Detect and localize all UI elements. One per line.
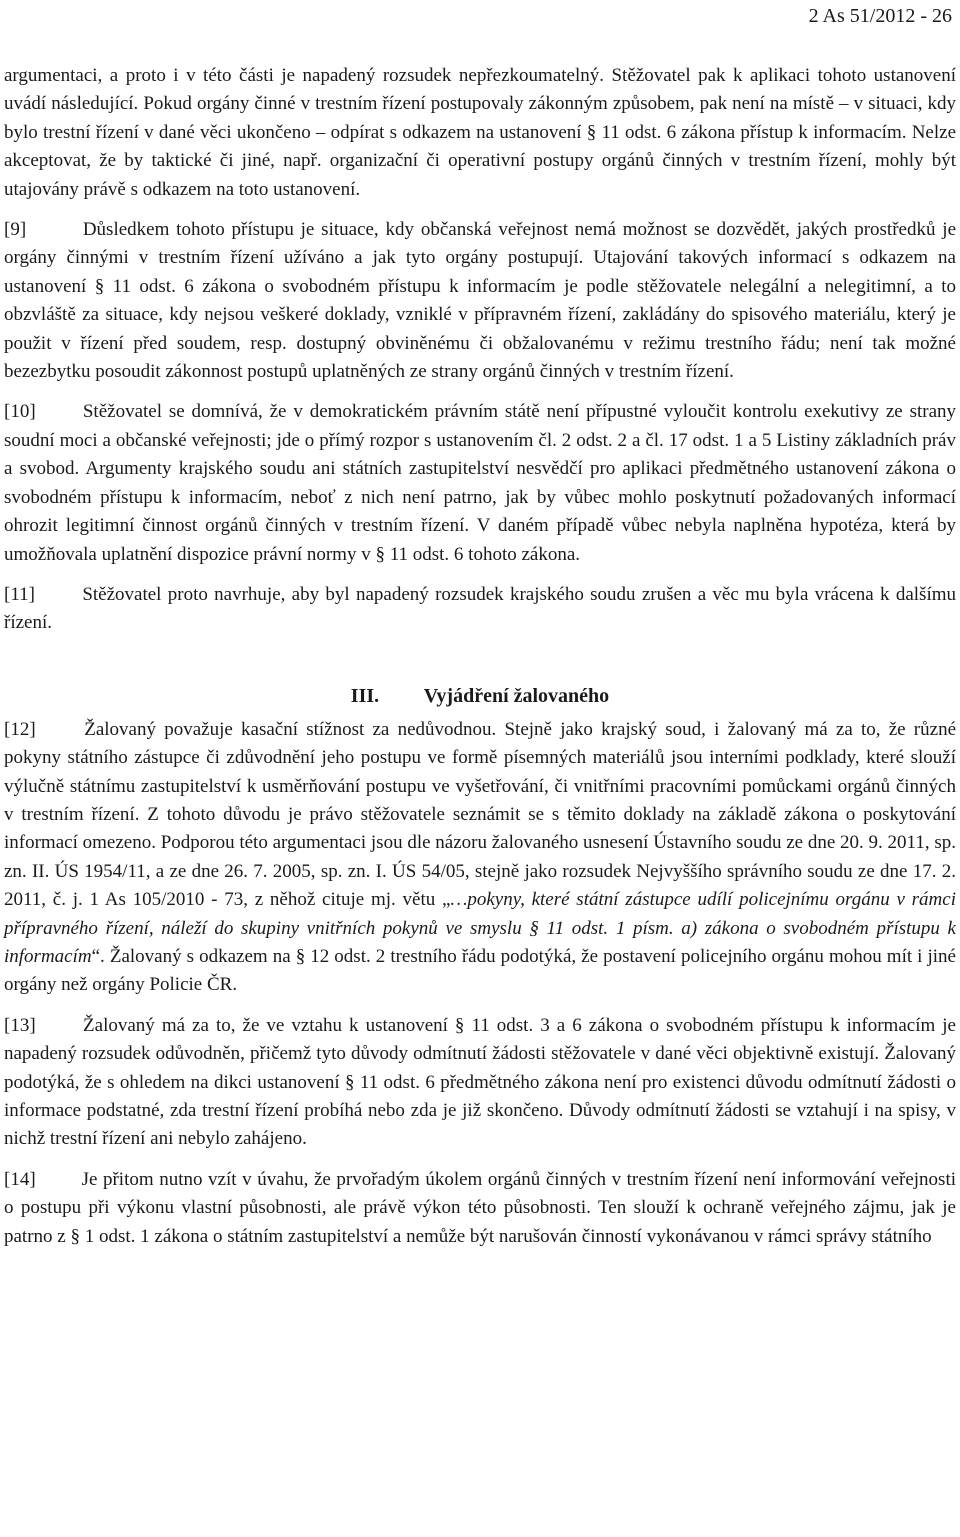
paragraph-13 xyxy=(4,1012,956,1154)
section-heading xyxy=(4,682,956,710)
paragraph-number: [9] xyxy=(4,219,27,241)
paragraph-number: [11] xyxy=(4,583,35,605)
paragraph-number: [13] xyxy=(4,1014,36,1036)
paragraph-number: [12] xyxy=(4,718,36,740)
paragraph-text: Důsledkem tohoto přístupu je situace, kdy občanská veřejnost nemá možnost se dozvědět, jakých prostředků je orgány činnými v trestním řízení užíváno a jak tyto orgány postupují. Utajování takových informací s odkazem na ustanovení § 11 odst. 6 zákona o svobodném přístupu k informacím je podle stěžovatele nelegální a nelegitimní, a to obzvláště za situace, kdy nejsou veškeré doklady, vzniklé v přípravném řízení, zakládány do spisového materiálu, který je použit v řízení před soudem, resp. dostupný obviněnému či obžalovanému v režimu trestního řádu; není tak možné bezezbytku posoudit zákonnost postupů uplatněných ze strany orgánů činných v trestním řízení. xyxy=(4,219,957,383)
section-number: III. xyxy=(350,684,380,707)
section-title: Vyjádření žalovaného xyxy=(423,684,610,707)
paragraph-text: Je přitom nutno vzít v úvahu, že prvořadým úkolem orgánů činných v trestním řízení není informování veřejnosti o postupu při výkonu vlastní působnosti, ale právě výkon této působnosti. Ten slouží k ochraně veřejného zájmu, jak je patrno z § 1 odst. 1 zákona o státním zastupitelství a nemůže být narušován činností vykonávanou v rámci správy státního xyxy=(4,1168,957,1247)
paragraph-text: Stěžovatel proto navrhuje, aby byl napadený rozsudek krajského soudu zrušen a věc mu byla vrácena k dalšímu řízení. xyxy=(4,583,957,634)
paragraph-10 xyxy=(4,398,956,568)
citation-quote: …pokyny, které státní zástupce udílí policejnímu orgánu v rámci přípravného řízení, náleží do skupiny vnitřních pokynů ve smyslu § 11 odst. 1 písm. a) zákona o svobodném přístupu k informacím xyxy=(4,889,956,967)
paragraph-text: Žalovaný považuje kasační stížnost za nedůvodnou. Stejně jako krajský soud, i žalovaný má za to, že různé pokyny státního zástupce či zdůvodnění jeho postupu ve formě písemných materiálů jsou interními podklady, které slouží výlučně státnímu zastupitelství k usměrňování postupu ve vyšetřování, či vnitřními pracovními pomůckami orgánů činných v trestním řízení. Z tohoto důvodu je právo stěžovatele seznámit se s těmito doklady na základě zákona o poskytování informací omezeno. Podporou této argumentaci jsou dle názoru žalovaného usnesení Ústavního soudu ze dne 20. 9. 2011, sp. zn. II. ÚS 1954/11, a ze dne 26. 7. 2005, sp. zn. I. ÚS 54/05, stejně jako rozsudek Nejvyššího správního soudu ze dne 17. 2. 2011, č. j. 1 As 105/2010 - 73, z něhož cituje mj. větu „ xyxy=(4,718,957,911)
paragraph-11 xyxy=(4,581,956,638)
paragraph-text: Stěžovatel se domnívá, že v demokratickém právním státě není přípustné vyloučit kontrolu exekutivy ze strany soudní moci a občanské veřejnosti; jde o přímý rozpor s ustanovením čl. 2 odst. 2 a čl. 17 odst. 1 a 5 Listiny základních práv a svobod. Argumenty krajského soudu ani státních zastupitelství nesvědčí pro aplikaci předmětného ustanovení zákona o svobodném přístupu k informacím, neboť z nich není patrno, jak by vůbec mohlo poskytnutí požadovaných informací ohrozit legitimní činnost orgánů činných v trestním řízení. V daném případě vůbec nebyla naplněna hypotéza, která by umožňovala uplatnění dispozice právní normy v § 11 odst. 6 tohoto zákona. xyxy=(4,401,956,565)
intro-paragraph: argumentaci, a proto i v této části je napadený rozsudek nepřezkoumatelný. Stěžovatel pak k aplikaci tohoto ustanovení uvádí následující. Pokud orgány činné v trestním řízení postupovaly zákonným způsobem, pak není na místě – v situaci, kdy bylo trestní řízení v dané věci ukončeno – odpírat s odkazem na ustanovení § 11 odst. 6 zákona přístup k informacím. Nelze akceptovat, že by taktické či jiné, např. organizační či operativní postupy orgánů činných v trestním řízení, mohly být utajovány právě s odkazem na toto ustanovení. xyxy=(4,65,956,200)
paragraph-number: [14] xyxy=(4,1168,36,1190)
document-body xyxy=(4,62,956,1263)
paragraph-text: Žalovaný má za to, že ve vztahu k ustanovení § 11 odst. 3 a 6 zákona o svobodném přístupu k informacím je napadený rozsudek odůvodněn, přičemž tyto důvody odmítnutí žádosti stěžovatele v dané věci objektivně existují. Žalovaný podotýká, že s ohledem na dikci ustanovení § 11 odst. 6 předmětného zákona není pro existenci důvodu odmítnutí žádosti o informace podstatné, zda trestní řízení probíhá nebo zda je již skončeno. Důvody odmítnutí žádosti se vztahují i na spisy, v nichž trestní řízení ani nebylo zahájeno. xyxy=(4,1014,956,1150)
paragraph-text-continued: “. Žalovaný s odkazem na § 12 odst. 2 trestního řádu podotýká, že postavení policejního orgánu mohou mít i jiné orgány než orgány Policie ČR. xyxy=(4,945,956,996)
paragraph-14 xyxy=(4,1166,956,1251)
paragraph-number: [10] xyxy=(4,401,36,423)
page-reference: 2 As 51/2012 - 26 xyxy=(808,5,952,27)
paragraph-9 xyxy=(4,216,956,386)
paragraph-12 xyxy=(4,716,956,1000)
